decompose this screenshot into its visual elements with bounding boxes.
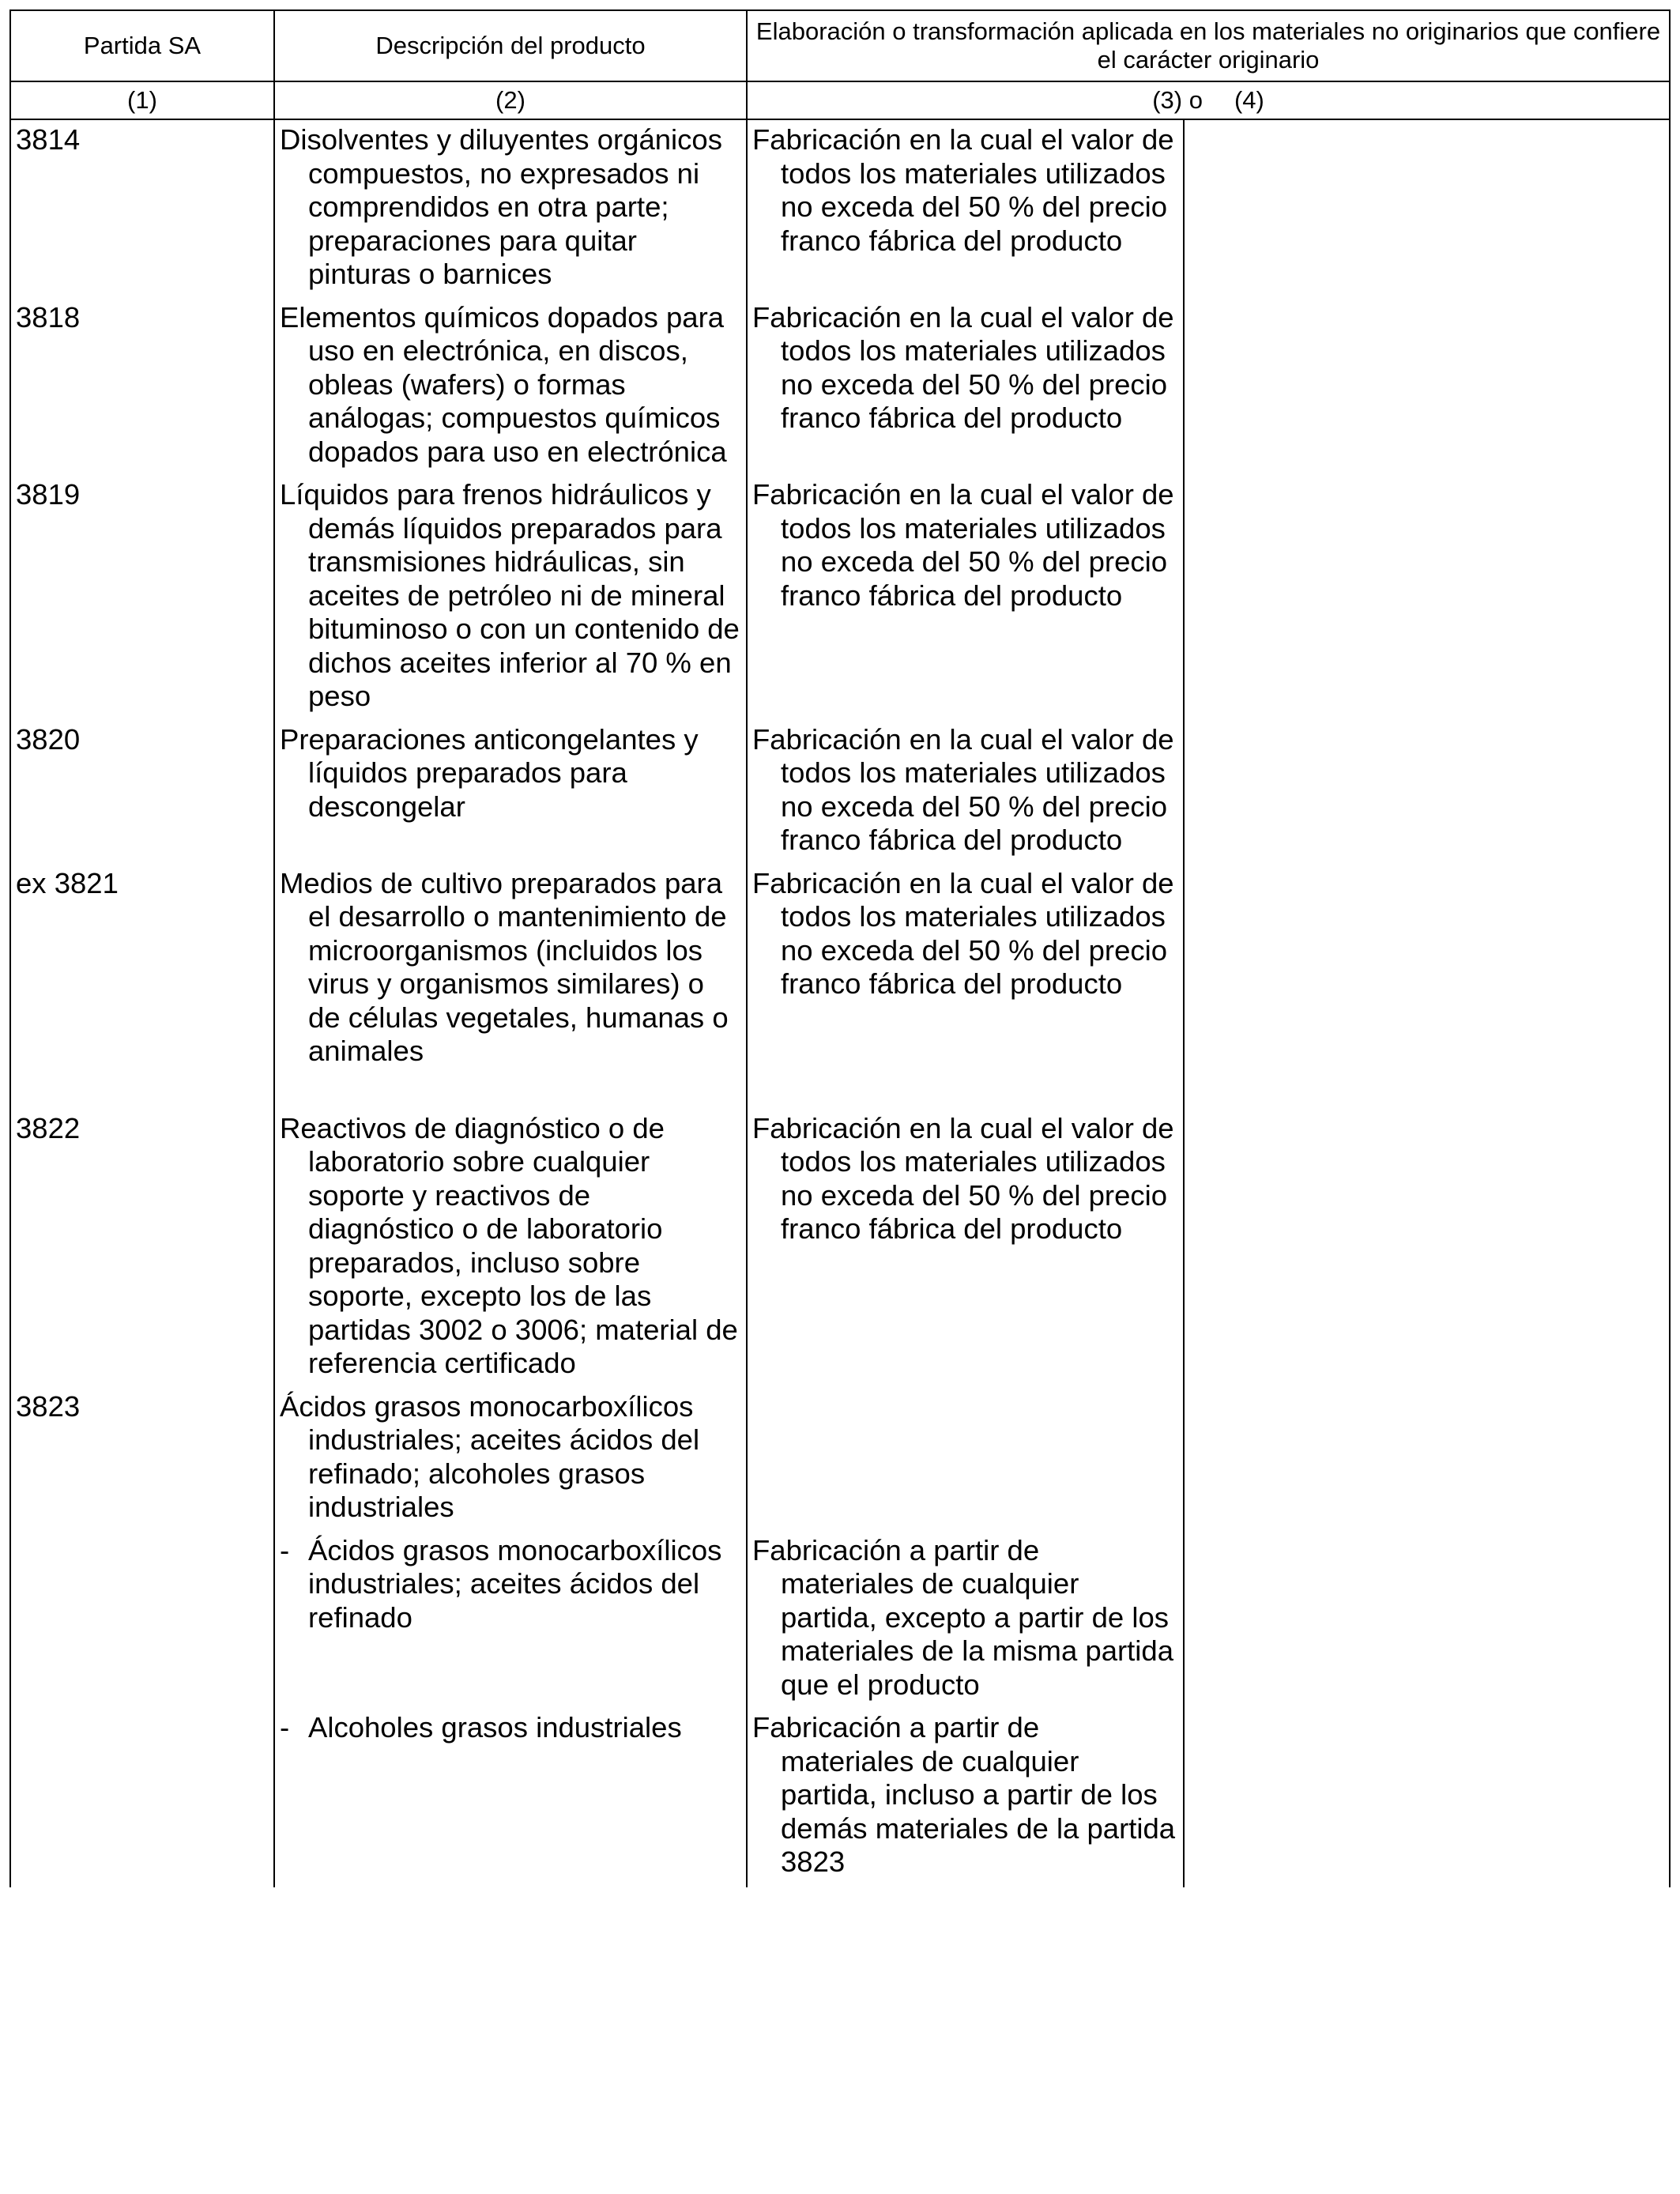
product-description bbox=[274, 1390, 747, 1534]
document-page bbox=[9, 9, 1669, 1887]
description-text: Preparaciones anticongelantes y líquidos preparados para descongelar bbox=[280, 722, 699, 823]
table-row bbox=[10, 119, 1670, 301]
column-number-row bbox=[10, 81, 1670, 119]
rule-text: Fabricación en la cual el valor de todos los materiales utilizados no exceda del 50 % del precio franco fábrica del producto bbox=[752, 123, 1174, 257]
rule-text: Fabricación en la cual el valor de todos los materiales utilizados no exceda del 50 % del precio franco fábrica del producto bbox=[752, 1111, 1174, 1245]
column-number-3-4 bbox=[747, 81, 1670, 119]
hs-code: 3820 bbox=[10, 723, 274, 867]
description-text: Ácidos grasos monocarboxílicos industriales; aceites ácidos del refinado bbox=[308, 1533, 722, 1634]
rule-text: Fabricación en la cual el valor de todos los materiales utilizados no exceda del 50 % del precio franco fábrica del producto bbox=[752, 478, 1174, 612]
table-row bbox=[10, 478, 1670, 723]
processing-rule bbox=[747, 723, 1184, 867]
description-text: Elementos químicos dopados para uso en electrónica, en discos, obleas (wafers) o formas análogas; compuestos químicos dopados para uso en electrónica bbox=[280, 300, 727, 468]
alternative-rule bbox=[1184, 478, 1670, 723]
rule-text: Fabricación en la cual el valor de todos los materiales utilizados no exceda del 50 % del precio franco fábrica del producto bbox=[752, 866, 1174, 1000]
product-description bbox=[274, 867, 747, 1112]
table-row bbox=[10, 301, 1670, 479]
alternative-rule bbox=[1184, 119, 1670, 301]
description-text: Líquidos para frenos hidráulicos y demás líquidos preparados para transmisiones hidráulicas, sin aceites de petróleo ni de mineral bituminoso o con un contenido de dichos aceites inferior al 70 % en peso bbox=[280, 478, 740, 712]
rule-text: Fabricación en la cual el valor de todos los materiales utilizados no exceda del 50 % del precio franco fábrica del producto bbox=[752, 300, 1174, 434]
origin-rules-table bbox=[9, 9, 1671, 1887]
hs-code bbox=[10, 1534, 274, 1712]
alternative-rule bbox=[1184, 1390, 1670, 1534]
processing-rule bbox=[747, 1390, 1184, 1534]
product-description bbox=[274, 119, 747, 301]
column-number-4: (4) bbox=[1234, 86, 1264, 114]
header-partida-sa: Partida SA bbox=[10, 10, 274, 81]
product-description bbox=[274, 301, 747, 479]
column-number-1: (1) bbox=[10, 81, 274, 119]
rule-text: Fabricación a partir de materiales de cualquier partida, incluso a partir de los demás materiales de la partida 3823 bbox=[752, 1711, 1176, 1878]
rule-text: Fabricación a partir de materiales de cualquier partida, excepto a partir de los materiales de la misma partida que el producto bbox=[752, 1533, 1174, 1701]
description-text: Reactivos de diagnóstico o de laboratorio sobre cualquier soporte y reactivos de diagnóstico o de laboratorio preparados, incluso sobre soporte, excepto los de las partidas 3002 o 3006; material de referencia certificado bbox=[280, 1111, 738, 1379]
list-dash: - bbox=[280, 1711, 290, 1744]
processing-rule bbox=[747, 1112, 1184, 1390]
table-row bbox=[10, 723, 1670, 867]
rule-text: Fabricación en la cual el valor de todos los materiales utilizados no exceda del 50 % del precio franco fábrica del producto bbox=[752, 722, 1174, 856]
table-row bbox=[10, 867, 1670, 1112]
hs-code: 3819 bbox=[10, 478, 274, 723]
alternative-rule bbox=[1184, 723, 1670, 867]
processing-rule bbox=[747, 119, 1184, 301]
product-description bbox=[274, 478, 747, 723]
product-description bbox=[274, 723, 747, 867]
description-text: Disolventes y diluyentes orgánicos compuestos, no expresados ni comprendidos en otra parte; preparaciones para quitar pinturas o barnices bbox=[280, 123, 722, 290]
header-descripcion: Descripción del producto bbox=[274, 10, 747, 81]
list-dash: - bbox=[280, 1533, 290, 1566]
table-row bbox=[10, 1112, 1670, 1390]
header-row bbox=[10, 10, 1670, 81]
alternative-rule bbox=[1184, 301, 1670, 479]
hs-code: 3818 bbox=[10, 301, 274, 479]
column-number-2: (2) bbox=[274, 81, 747, 119]
header-elaboracion: Elaboración o transformación aplicada en los materiales no originarios que confiere el carácter originario bbox=[747, 10, 1670, 81]
sub-item bbox=[280, 1534, 741, 1635]
table-row bbox=[10, 1390, 1670, 1534]
description-text: Alcoholes grasos industriales bbox=[308, 1711, 682, 1744]
hs-code: 3822 bbox=[10, 1112, 274, 1390]
processing-rule bbox=[747, 867, 1184, 1112]
processing-rule bbox=[747, 478, 1184, 723]
table-row bbox=[10, 1711, 1670, 1887]
alternative-rule bbox=[1184, 867, 1670, 1112]
processing-rule bbox=[747, 301, 1184, 479]
alternative-rule bbox=[1184, 1711, 1670, 1887]
processing-rule bbox=[747, 1534, 1184, 1712]
hs-code: 3814 bbox=[10, 119, 274, 301]
column-number-3: (3) o bbox=[1152, 86, 1203, 114]
product-description bbox=[274, 1534, 747, 1712]
hs-code bbox=[10, 1711, 274, 1887]
description-text: Ácidos grasos monocarboxílicos industriales; aceites ácidos del refinado; alcoholes grasos industriales bbox=[280, 1389, 700, 1523]
hs-code: ex 3821 bbox=[10, 867, 274, 1112]
description-text: Medios de cultivo preparados para el desarrollo o mantenimiento de microorganismos (incluidos los virus y organismos similares) o de células vegetales, humanas o animales bbox=[280, 866, 729, 1067]
sub-item bbox=[280, 1711, 741, 1745]
product-description bbox=[274, 1112, 747, 1390]
alternative-rule bbox=[1184, 1534, 1670, 1712]
alternative-rule bbox=[1184, 1112, 1670, 1390]
processing-rule bbox=[747, 1711, 1184, 1887]
hs-code: 3823 bbox=[10, 1390, 274, 1534]
product-description bbox=[274, 1711, 747, 1887]
table-row bbox=[10, 1534, 1670, 1712]
